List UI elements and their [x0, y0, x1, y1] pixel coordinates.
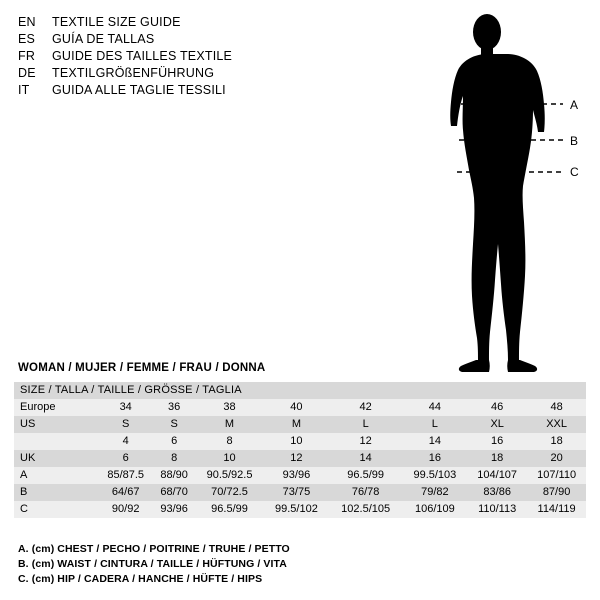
cell: L: [329, 416, 403, 433]
cell: 99.5/102: [264, 501, 329, 518]
cell: XXL: [527, 416, 586, 433]
cell: 6: [98, 450, 153, 467]
cell: XL: [467, 416, 527, 433]
cell: 73/75: [264, 484, 329, 501]
cell: 20: [527, 450, 586, 467]
cell: 114/119: [527, 501, 586, 518]
cell: 6: [153, 433, 195, 450]
row-label: C: [14, 501, 98, 518]
table-header-cell: SIZE / TALLA / TAILLE / GRÖSSE / TAGLIA: [14, 382, 586, 399]
row-label: A: [14, 467, 98, 484]
table-row: [14, 450, 586, 467]
cell: 96.5/99: [195, 501, 264, 518]
language-row: [18, 31, 318, 48]
language-title: GUIDA ALLE TAGLIE TESSILI: [52, 83, 226, 97]
cell: 48: [527, 399, 586, 416]
cell: 102.5/105: [329, 501, 403, 518]
cell: L: [403, 416, 468, 433]
cell: 8: [195, 433, 264, 450]
language-title-block: [18, 14, 318, 99]
footnote-b: B. (cm) WAIST / CINTURA / TAILLE / HÜFTUNG / VITA: [18, 558, 287, 570]
cell: 64/67: [98, 484, 153, 501]
cell: 14: [329, 450, 403, 467]
footnote-a: A. (cm) CHEST / PECHO / POITRINE / TRUHE / PETTO: [18, 543, 290, 555]
cell: 16: [403, 450, 468, 467]
language-code: DE: [18, 66, 36, 80]
language-code: IT: [18, 83, 30, 97]
cell: 34: [98, 399, 153, 416]
language-code: EN: [18, 15, 36, 29]
footnotes: [18, 542, 578, 587]
cell: 14: [403, 433, 468, 450]
table-row: [14, 433, 586, 450]
cell: M: [264, 416, 329, 433]
language-title: GUÍA DE TALLAS: [52, 32, 155, 46]
cell: 10: [264, 433, 329, 450]
cell: 93/96: [264, 467, 329, 484]
language-title: GUIDE DES TAILLES TEXTILE: [52, 49, 233, 63]
table-row: [14, 399, 586, 416]
row-label: US: [14, 416, 98, 433]
size-table: [14, 382, 586, 518]
language-code: FR: [18, 49, 36, 63]
cell: 90.5/92.5: [195, 467, 264, 484]
cell: 70/72.5: [195, 484, 264, 501]
measure-label-b: B: [570, 134, 579, 148]
cell: M: [195, 416, 264, 433]
cell: 68/70: [153, 484, 195, 501]
cell: S: [98, 416, 153, 433]
cell: 18: [527, 433, 586, 450]
cell: 88/90: [153, 467, 195, 484]
cell: 44: [403, 399, 468, 416]
table-row: [14, 501, 586, 518]
measure-label-c: C: [570, 165, 579, 179]
cell: 83/86: [467, 484, 527, 501]
cell: 104/107: [467, 467, 527, 484]
table-row: [14, 484, 586, 501]
cell: 79/82: [403, 484, 468, 501]
cell: 106/109: [403, 501, 468, 518]
language-row: [18, 65, 318, 82]
body-figure: [415, 8, 590, 378]
cell: 110/113: [467, 501, 527, 518]
cell: S: [153, 416, 195, 433]
language-row: [18, 48, 318, 65]
table-row: [14, 416, 586, 433]
row-label: UK: [14, 450, 98, 467]
cell: 46: [467, 399, 527, 416]
cell: 90/92: [98, 501, 153, 518]
row-label: B: [14, 484, 98, 501]
cell: 99.5/103: [403, 467, 468, 484]
cell: 4: [98, 433, 153, 450]
cell: 10: [195, 450, 264, 467]
language-title: TEXTILE SIZE GUIDE: [52, 15, 181, 29]
cell: 12: [264, 450, 329, 467]
cell: 93/96: [153, 501, 195, 518]
measure-label-a: A: [570, 98, 579, 112]
row-label: Europe: [14, 399, 98, 416]
cell: 16: [467, 433, 527, 450]
female-silhouette-icon: [415, 8, 590, 378]
cell: 96.5/99: [329, 467, 403, 484]
cell: 85/87.5: [98, 467, 153, 484]
language-title: TEXTILGRÖßENFÜHRUNG: [52, 66, 215, 80]
cell: 107/110: [527, 467, 586, 484]
language-code: ES: [18, 32, 36, 46]
cell: 38: [195, 399, 264, 416]
row-label: [14, 433, 98, 450]
language-row: [18, 82, 318, 99]
cell: 12: [329, 433, 403, 450]
cell: 40: [264, 399, 329, 416]
language-row: [18, 14, 318, 31]
cell: 42: [329, 399, 403, 416]
cell: 36: [153, 399, 195, 416]
footnote-c: C. (cm) HIP / CADERA / HANCHE / HÜFTE / HIPS: [18, 573, 263, 585]
cell: 18: [467, 450, 527, 467]
table-row: [14, 467, 586, 484]
table-header-row: [14, 382, 586, 399]
group-label: WOMAN / MUJER / FEMME / FRAU / DONNA: [18, 362, 266, 374]
cell: 8: [153, 450, 195, 467]
cell: 87/90: [527, 484, 586, 501]
cell: 76/78: [329, 484, 403, 501]
